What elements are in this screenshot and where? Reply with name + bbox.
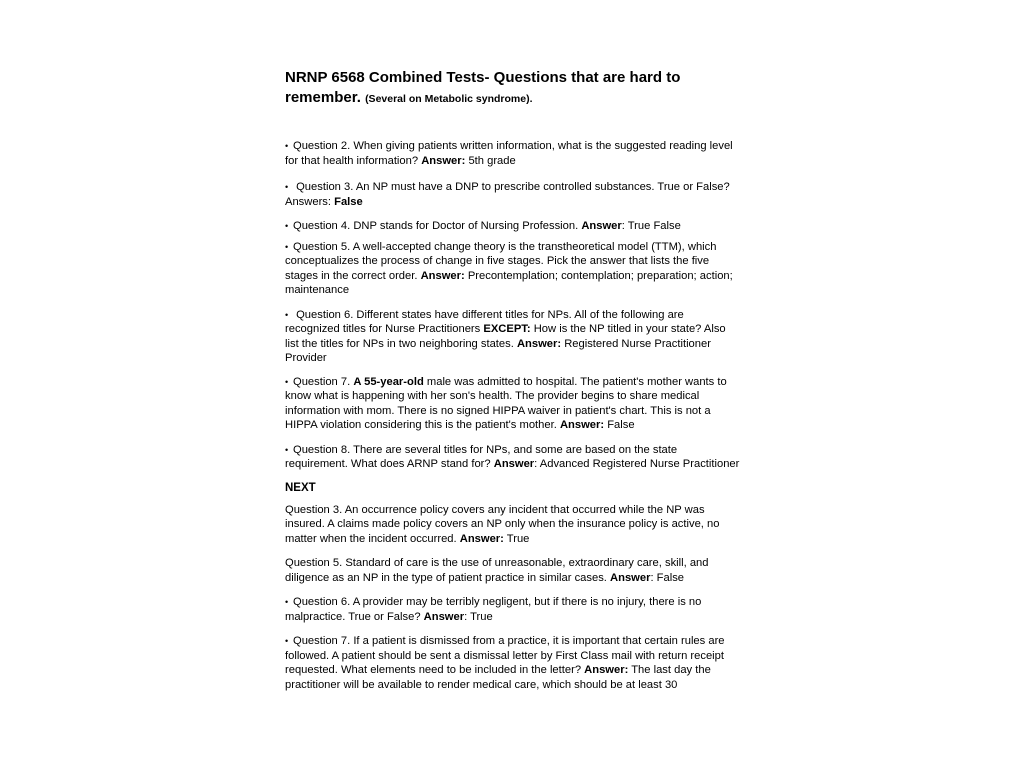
document-page [285, 68, 740, 700]
list-item: • Question 3. An NP must have a DNP to prescribe controlled substances. True or False? Answers: False [285, 181, 730, 208]
answer-label: Answer [423, 610, 465, 623]
answer-text: False [607, 419, 635, 431]
section-heading-next: NEXT [285, 481, 316, 494]
answer-label: Answer: [584, 664, 629, 676]
answer-label: Answer [581, 220, 622, 232]
answer-text: 5th grade [468, 154, 516, 167]
bullet-icon: • [285, 309, 289, 320]
emphasis-text: EXCEPT: [483, 323, 531, 335]
answer-label: Answer: [559, 419, 605, 431]
answer-text: : True False [621, 220, 681, 232]
bullet-icon: • [285, 636, 289, 646]
document-subtitle: (Several on Metabolic syndrome). [365, 93, 533, 105]
answer-label: Answer: [421, 154, 466, 167]
emphasis-text: A 55-year-old [353, 375, 424, 388]
list-item: Question 3. An occurrence policy covers any incident that occurred while the NP was insured. A claims made policy covers an NP only when the insurance policy is active, no matter when the incident occurred. Answer: True [285, 503, 720, 545]
list-item: • Question 8. There are several titles for NPs, and some are based on the state requirement. What does ARNP stand for? Answer: Advanced Registered Nurse Practitioner [285, 443, 740, 470]
answer-text: Registered Nurse Practitioner Provider [285, 337, 711, 364]
bullet-icon: • [285, 141, 289, 151]
list-item: • Question 6. Different states have different titles for NPs. All of the following are recognized titles for Nurse Practitioners EXCEPT: How is the NP titled in your state? Also list the titles for NPs in two neighboring states. Answer: Registered Nurse Practitioner Provider [285, 308, 726, 364]
list-item: • Question 6. A provider may be terribly negligent, but if there is no injury, there is no malpractice. True or False? Answer: True [285, 596, 702, 623]
answer-text: : False [650, 571, 685, 584]
answer-label: Answer [493, 458, 535, 470]
title-text: NRNP 6568 Combined Tests- Questions that are hard to remember. [285, 69, 681, 106]
answer-text: : True [464, 610, 493, 623]
list-item: • Question 7. If a patient is dismissed from a practice, it is important that certain rules are followed. A patient should be sent a dismissal letter by First Class mail with return receipt requested. What elements need to be included in the letter? Answer: The last day the practitioner will be available to render medical care, which should be at least 30 [285, 635, 725, 691]
bullet-icon: • [285, 221, 289, 231]
answer-text: True [506, 532, 530, 545]
list-item: Question 5. Standard of care is the use of unreasonable, extraordinary care, skill, and diligence as an NP in the type of patient practice in similar cases. Answer: False [285, 557, 709, 584]
answer-text: Precontemplation; contemplation; preparation; action; maintenance [285, 269, 733, 296]
list-item: • Question 7. A 55-year-old male was admitted to hospital. The patient's mother wants to know what is happening with her son's health. The provider begins to share medical information with mom. There is no signed HIPPA waiver in patient's chart. This is not a HIPPA violation considering this is the patient's mother. Answer: False [285, 375, 727, 431]
question-list-part2 [285, 503, 740, 693]
answer-text: The last day the practitioner will be available to render medical care, which should be at least 30 [285, 664, 711, 691]
answer-label: Answer: [459, 532, 504, 545]
bullet-icon: • [285, 241, 289, 252]
list-item: • Question 5. A well-accepted change theory is the transtheoretical model (TTM), which conceptualizes the process of change in five stages. Pick the answer that lists the five stages in the correct order. Answer: Precontemplation; contemplation; preparation; action; maintenance [285, 240, 733, 296]
bullet-icon: • [285, 597, 289, 607]
answer-label: Answer: [516, 337, 562, 350]
question-list-part1 [285, 139, 740, 472]
list-item: • Question 4. DNP stands for Doctor of Nursing Profession. Answer: True False [285, 220, 681, 232]
answer-label: Answer: [420, 269, 465, 282]
answer-text: False [334, 195, 363, 208]
bullet-icon: • [285, 444, 289, 455]
answer-text: : Advanced Registered Nurse Practitioner [534, 458, 740, 470]
answer-label: Answer [610, 571, 651, 584]
document-title [285, 68, 740, 109]
list-item: • Question 2. When giving patients written information, what is the suggested reading level for that health information? Answer: 5th grade [285, 140, 733, 167]
bullet-icon: • [285, 376, 289, 387]
bullet-icon: • [285, 182, 289, 192]
